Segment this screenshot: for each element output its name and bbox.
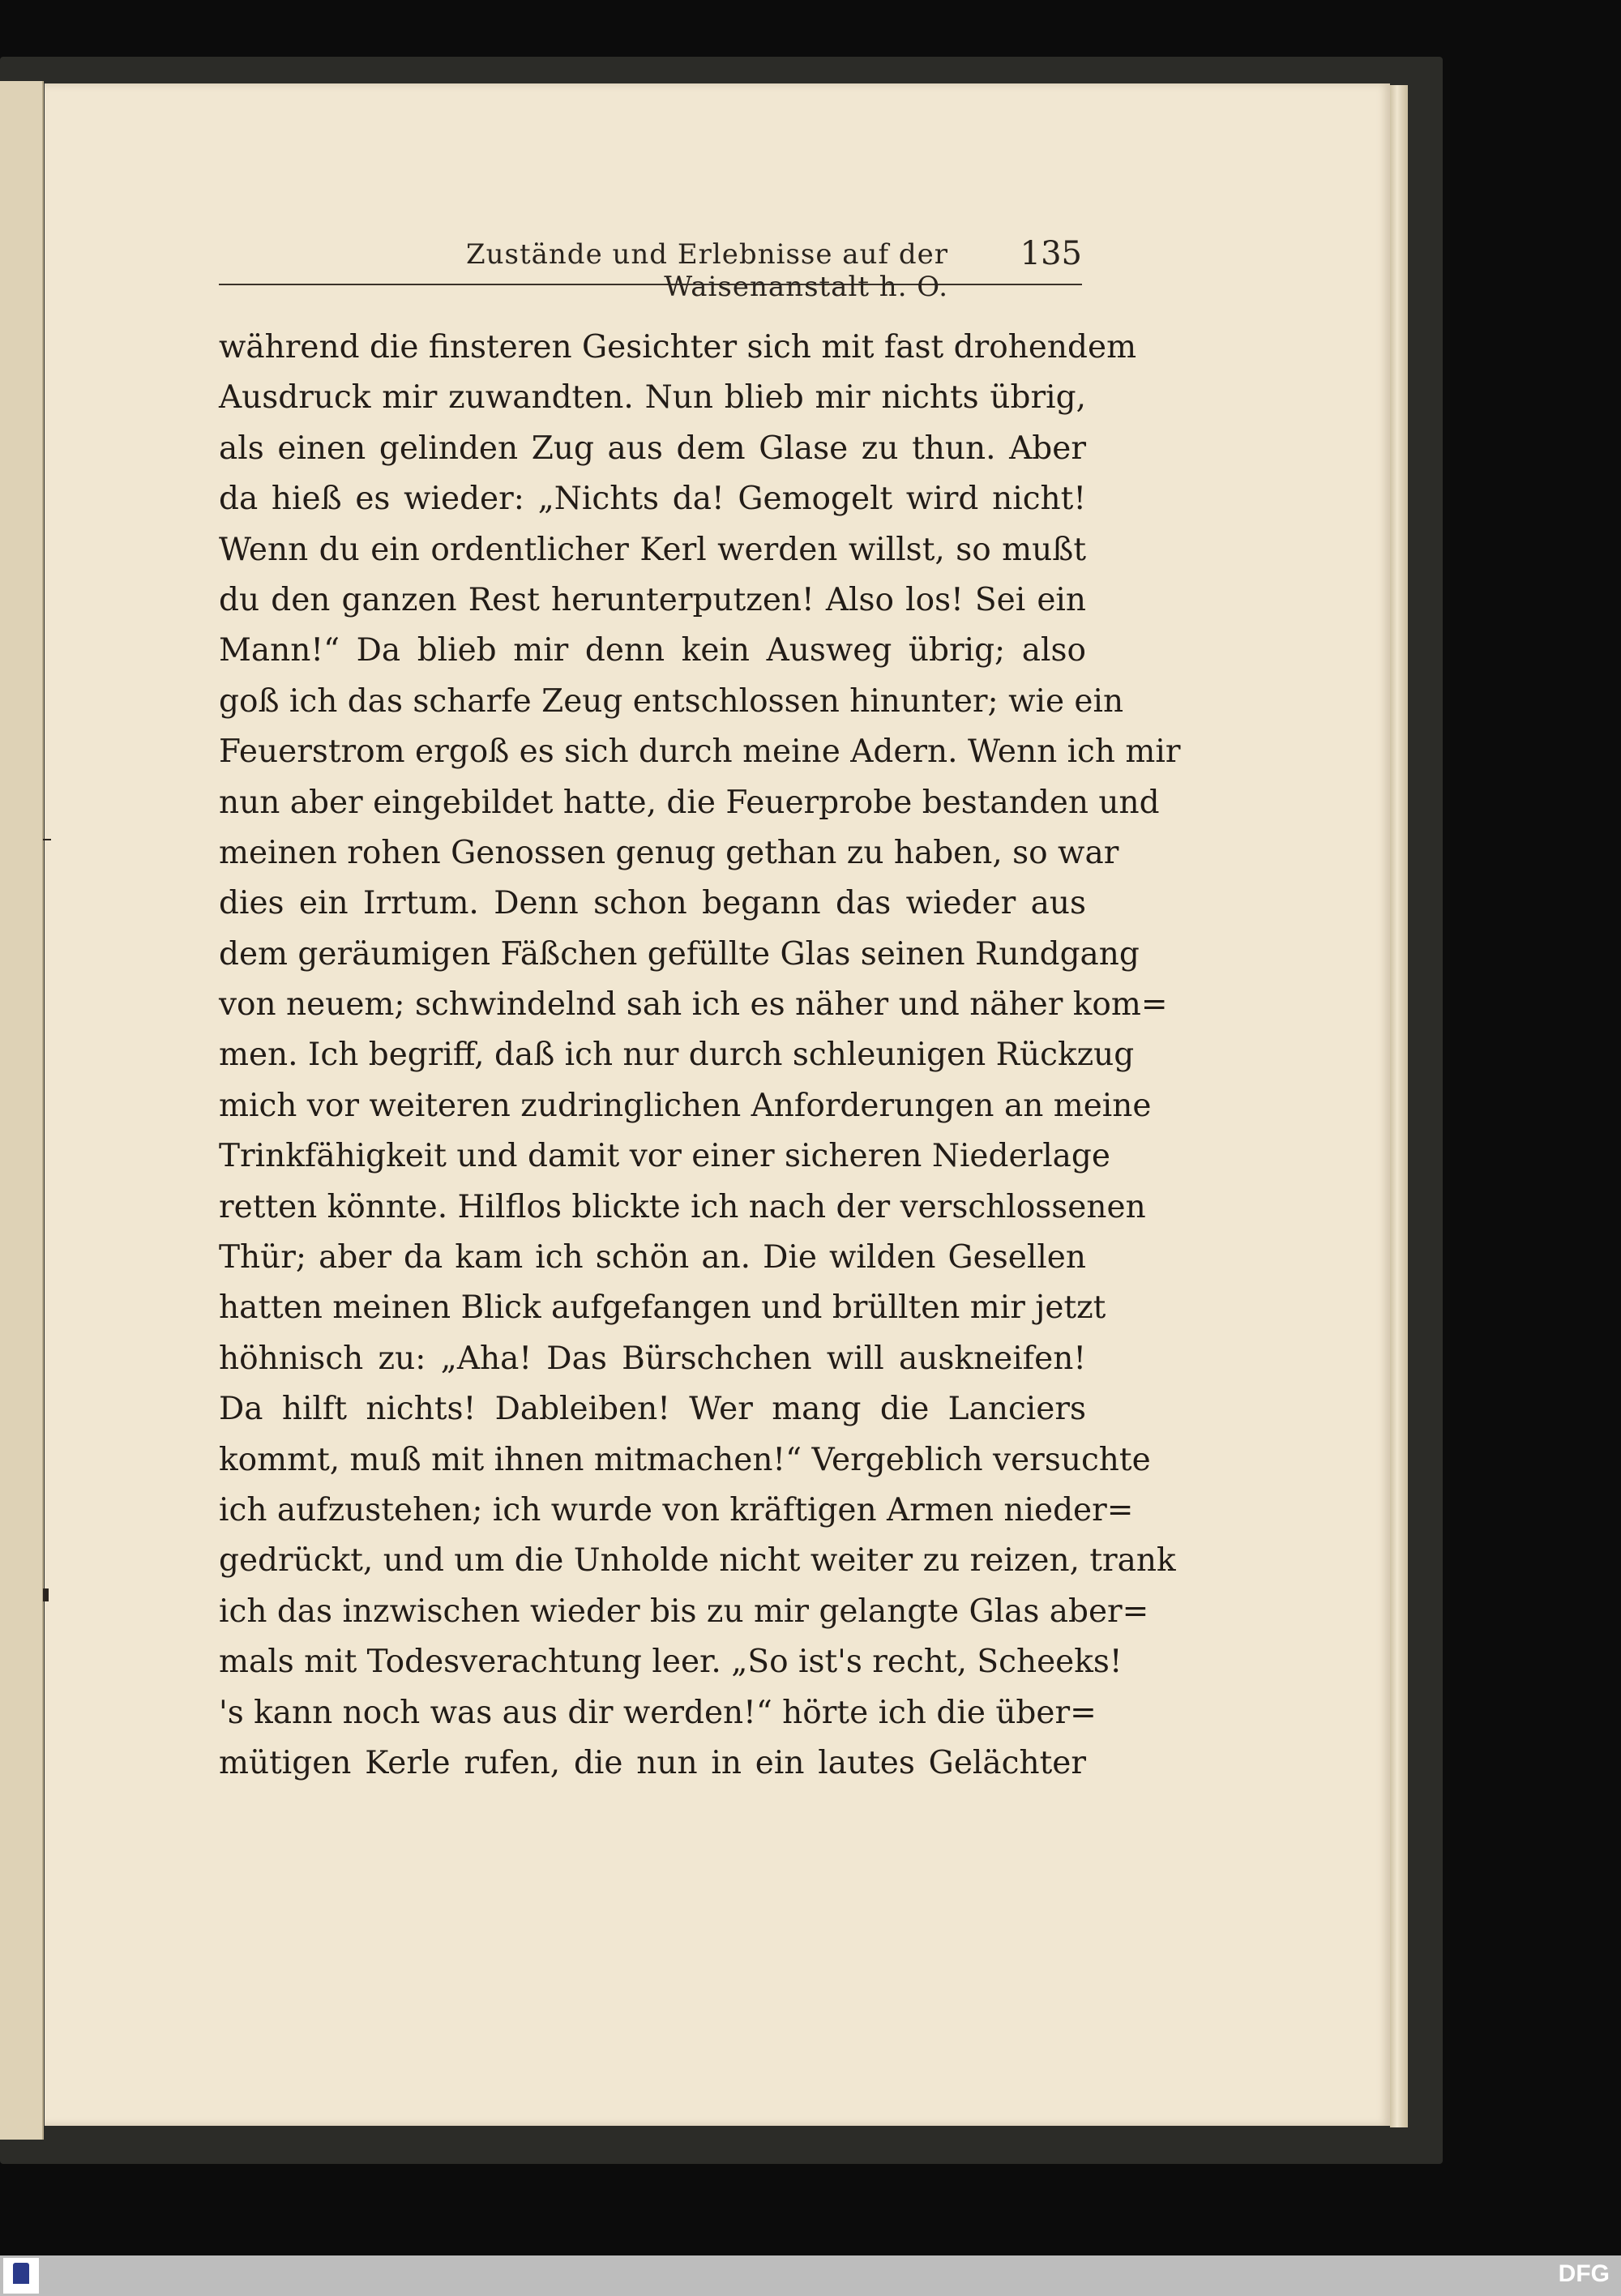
running-header [219, 235, 1082, 303]
text-line: da hieß es wieder: „Nichts da! Gemogelt wird nicht! [219, 481, 1086, 518]
text-line: Da hilft nichts! Dableiben! Wer mang die Lanciers [219, 1391, 1086, 1428]
library-crest-icon [3, 2258, 39, 2294]
text-line: Feuerstrom ergoß es sich durch meine Adern. Wenn ich mir [219, 733, 1181, 771]
page-number: 135 [1020, 235, 1082, 272]
text-line: kommt, muß mit ihnen mitmachen!“ Vergeblich versuchte [219, 1441, 1151, 1478]
text-line: Thür; aber da kam ich schön an. Die wilden Gesellen [219, 1239, 1086, 1276]
text-line: goß ich das scharfe Zeug entschlossen hinunter; wie ein [219, 682, 1124, 720]
text-line: von neuem; schwindelnd sah ich es näher und näher kom= [219, 986, 1168, 1024]
text-line: nun aber eingebildet hatte, die Feuerprobe bestanden und [219, 784, 1160, 821]
page-fore-edge [1390, 85, 1408, 2127]
text-line: Wenn du ein ordentlicher Kerl werden willst, so mußt [219, 531, 1086, 568]
footer-bar [0, 2255, 1621, 2296]
text-line: Ausdruck mir zuwandten. Nun blieb mir nichts übrig, [219, 379, 1086, 417]
text-line: retten könnte. Hilflos blickte ich nach der verschlossenen [219, 1188, 1146, 1225]
text-line: ich aufzustehen; ich wurde von kräftigen Armen nieder= [219, 1491, 1134, 1529]
text-line: 's kann noch was aus dir werden!“ hörte ich die über= [219, 1694, 1097, 1731]
text-line: Trinkfähigkeit und damit vor einer sicheren Niederlage [219, 1138, 1110, 1175]
text-line: du den ganzen Rest herunterputzen! Also los! Sei ein [219, 581, 1086, 618]
margin-mark [43, 839, 51, 840]
text-line: dies ein Irrtum. Denn schon begann das wieder aus [219, 885, 1086, 922]
text-line: mich vor weiteren zudringlichen Anforderungen an meine [219, 1087, 1152, 1124]
text-line: mütigen Kerle rufen, die nun in ein lautes Gelächter [219, 1744, 1086, 1781]
text-line: als einen gelinden Zug aus dem Glase zu thun. Aber [219, 430, 1086, 467]
text-line: dem geräumigen Fäßchen gefüllte Glas seinen Rundgang [219, 935, 1140, 973]
text-line: Mann!“ Da blieb mir denn kein Ausweg übrig; also [219, 632, 1086, 669]
running-title: Zustände und Erlebnisse auf der Waisenanstalt h. O. [466, 238, 948, 303]
text-line: gedrückt, und um die Unholde nicht weiter zu reizen, trank [219, 1542, 1176, 1580]
left-page-edge [0, 81, 44, 2140]
text-line: hatten meinen Blick aufgefangen und brüllten mir jetzt [219, 1289, 1106, 1327]
text-line: men. Ich begriff, daß ich nur durch schleunigen Rückzug [219, 1037, 1135, 1074]
text-line: meinen rohen Genossen genug gethan zu haben, so war [219, 834, 1119, 871]
text-line: mals mit Todesverachtung leer. „So ist's recht, Scheeks! [219, 1644, 1123, 1681]
text-line: ich das inzwischen wieder bis zu mir gelangte Glas aber= [219, 1593, 1149, 1630]
text-line: während die finsteren Gesichter sich mit fast drohendem [219, 329, 1137, 366]
margin-mark [43, 1588, 49, 1601]
text-line: höhnisch zu: „Aha! Das Bürschchen will auskneifen! [219, 1340, 1086, 1377]
dfg-logo: DFG [1558, 2260, 1610, 2287]
body-text [219, 323, 1181, 1789]
